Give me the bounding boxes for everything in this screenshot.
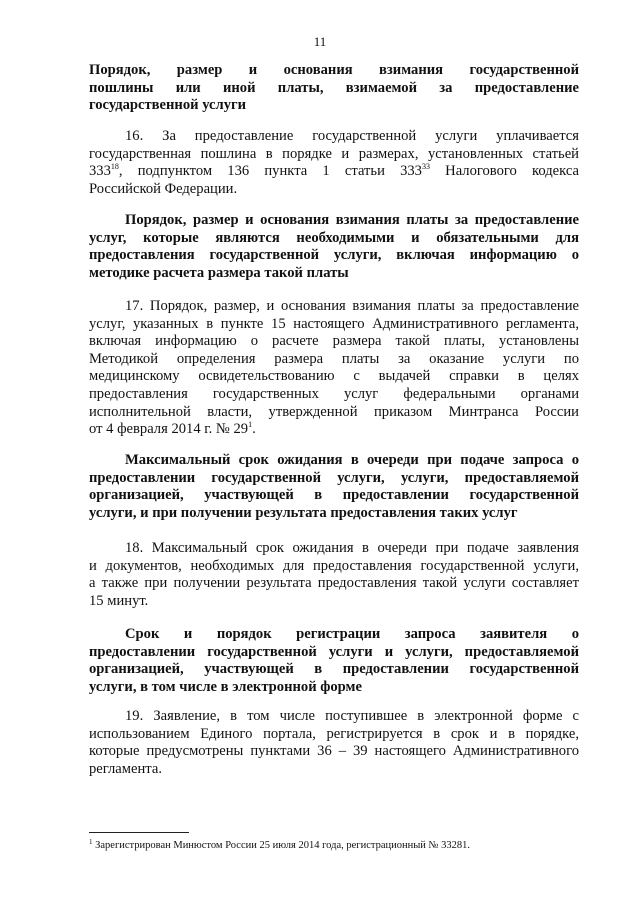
heading-line: Порядок, размер и основания взимания платы за предоставление	[125, 212, 579, 228]
paragraph-line: 17. Порядок, размер, и основания взимания платы за предоставление	[125, 298, 579, 314]
footnote-text: Зарегистрирован Минюстом России 25 июля 2014 года, регистрационный № 33281.	[92, 840, 471, 851]
paragraph-line: 16. За предоставление государственной услуги уплачивается	[125, 128, 579, 144]
paragraph-line: использованием Единого портала, регистрируется в срок и в порядке,	[89, 725, 579, 742]
paragraph-line: исполнительной власти, утвержденной приказом Минтранса России	[89, 403, 579, 420]
heading-line: Порядок, размер и основания взимания государственной	[89, 62, 579, 78]
paragraph-line: и документов, необходимых для предоставления государственной услуги,	[89, 557, 579, 574]
paragraph-line	[89, 421, 579, 439]
footnote-marker: 1	[89, 838, 93, 846]
paragraph-line: включая информацию о расчете размера такой платы, установлены	[89, 333, 579, 350]
paragraph-line: регламента.	[89, 760, 162, 777]
text-fragment: Налогового кодекса	[429, 163, 579, 180]
section-heading-registration	[89, 626, 579, 696]
paragraph-16	[89, 128, 579, 198]
paragraph-line: медицинскому освидетельствованию с выдачей справки в целях	[89, 368, 579, 385]
footnote-ref: 1	[248, 420, 253, 430]
paragraph-line: 15 минут.	[89, 592, 149, 609]
text-fragment: , подпунктом 136 пункта 1 статьи 333	[118, 163, 422, 180]
superscript: 33	[421, 162, 430, 172]
section-heading-queue-time	[89, 452, 579, 522]
paragraph-line: которые предусмотрены пунктами 36 – 39 настоящего Административного	[89, 743, 579, 760]
heading-line: предоставлении государственной услуги, услуги, предоставляемой	[89, 469, 579, 486]
text-fragment: .	[252, 421, 256, 438]
paragraph-18	[89, 540, 579, 610]
heading-line: услуг, которые являются необходимыми и обязательными для	[89, 229, 579, 246]
footnote	[89, 840, 470, 851]
paragraph-line: Российской Федерации.	[89, 180, 238, 197]
heading-line: организацией, участвующей в предоставлении государственной	[89, 487, 579, 504]
page-number: 11	[313, 34, 327, 49]
section-heading-service-fee	[89, 212, 579, 282]
heading-line: Срок и порядок регистрации запроса заявителя о	[125, 626, 579, 642]
heading-line: предоставления государственной услуги, включая информацию о	[89, 247, 579, 264]
heading-line: пошлины или иной платы, взимаемой за предоставление	[89, 79, 579, 96]
paragraph-line	[89, 163, 579, 181]
paragraph-line: государственная пошлина в порядке и размерах, установленных статьей	[89, 145, 579, 162]
paragraph-19	[89, 708, 579, 778]
paragraph-line: Методикой определения размера платы за оказание услуги по	[89, 350, 579, 367]
heading-line: услуги, в том числе в электронной форме	[89, 678, 362, 695]
section-heading-fee-basis	[89, 62, 579, 115]
heading-line: услуги, и при получении результата предоставления таких услуг	[89, 504, 518, 521]
heading-line: Максимальный срок ожидания в очереди при подаче запроса о	[125, 452, 579, 468]
heading-line: предоставлении государственной услуги и услуги, предоставляемой	[89, 643, 579, 660]
heading-line: методике расчета размера такой платы	[89, 264, 349, 281]
text-fragment: от 4 февраля 2014 г. № 29	[89, 421, 249, 438]
paragraph-17	[89, 298, 579, 439]
heading-line: государственной услуги	[89, 97, 247, 114]
paragraph-line: 19. Заявление, в том числе поступившее в электронной форме с	[125, 708, 579, 724]
paragraph-line: а также при получении результата предоставления такой услуги составляет	[89, 575, 579, 592]
paragraph-line: услуг, указанных в пункте 15 настоящего Административного регламента,	[89, 315, 579, 332]
superscript: 18	[110, 162, 119, 172]
paragraph-line: 18. Максимальный срок ожидания в очереди при подаче заявления	[125, 540, 579, 556]
text-fragment: 333	[89, 163, 111, 180]
heading-line: организацией, участвующей в предоставлении государственной	[89, 661, 579, 678]
paragraph-line: предоставления государственных услуг федеральными органами	[89, 385, 579, 402]
footnote-divider	[89, 832, 189, 833]
